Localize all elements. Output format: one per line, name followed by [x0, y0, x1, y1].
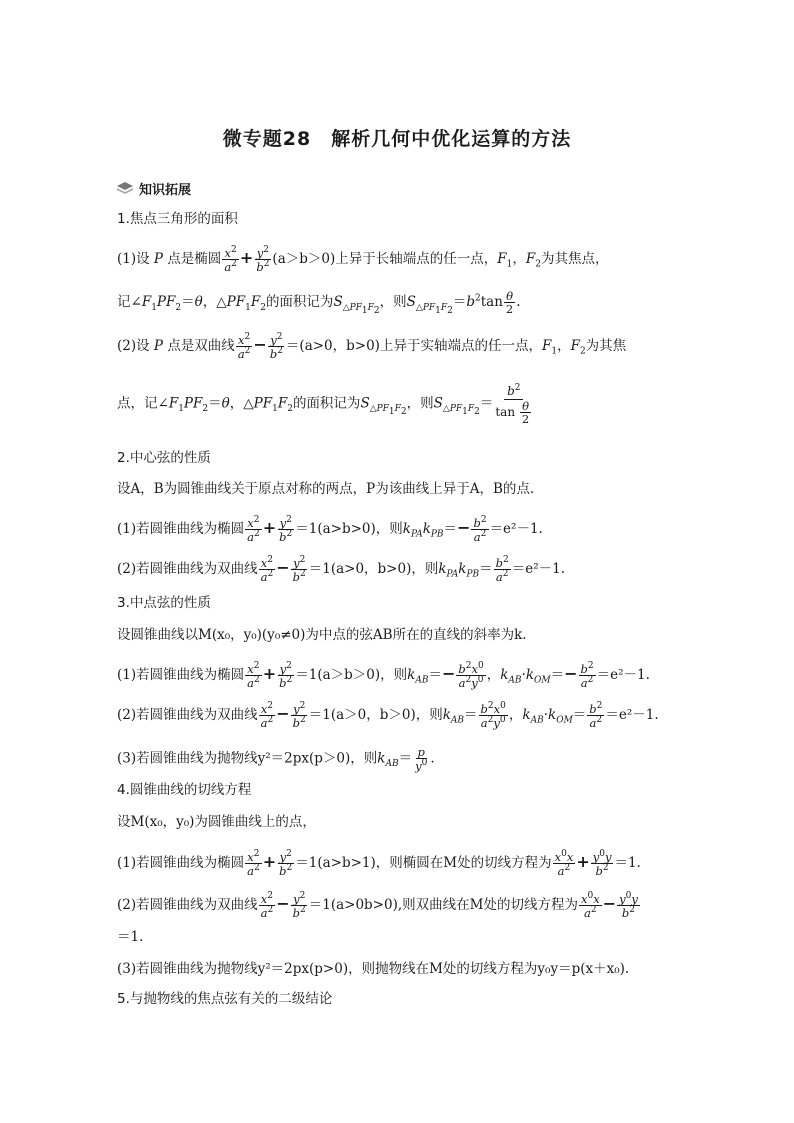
heading-2: 2.中心弦的性质: [117, 450, 211, 466]
line-2-intro: 设A，B为圆锥曲线关于原点对称的两点，P为该曲线上异于A，B的点.: [117, 481, 535, 497]
line-2-1: (1)若圆锥曲线为椭圆 $\frac{x^2}{a^2}$ + $\frac{y^2}{b^2}$ ＝1(a>b>0)，则$k_{PA}k_{PB}=-$ $\frac{b^2}{a^2}$ ＝e²－1.: [117, 515, 543, 544]
line-1-4: 点，记$\angle F_1PF_2=\theta$，$\triangle PF_1F_2$的面积记为$S_{\triangle PF_1F_2}$，则$S_{\triangle PF_1F_2}=$ $b^2$ tan $\frac{\theta}{2}$: [117, 383, 530, 426]
line-3-2: (2)若圆锥曲线为双曲线 $\frac{x^2}{a^2}$ − $\frac{y^2}{b^2}$ ＝1(a＞0，b＞0)，则$k_{AB}=$ $\frac{b^2x^0}{a^2y^0}$ ，$k_{AB}\cdot k_{OM}=$ $\frac{b^2}{a^2}$ ＝e²－1.: [117, 701, 659, 730]
line-1-2: 记$\angle F_1PF_2=\theta$，$\triangle PF_1F_2$的面积记为$S_{\triangle PF_1F_2}$，则$S_{\triangle PF_1F_2}=b^2\tan$ $\frac{\theta}{2}$ .: [117, 289, 521, 317]
heading-1: 1.焦点三角形的面积: [117, 211, 238, 227]
heading-3: 3.中点弦的性质: [117, 595, 211, 611]
line-1-1: (1)设 P 点是椭圆 $\frac{x^2}{a^2}$ + $\frac{y^2}{b^2}$ (a＞b＞0)上异于长轴端点的任一点，$F_1$，$F_2$为其焦点，: [117, 245, 609, 274]
line-3-1: (1)若圆锥曲线为椭圆 $\frac{x^2}{a^2}$ + $\frac{y^2}{b^2}$ ＝1(a＞b＞0)，则$k_{AB}=-$ $\frac{b^2x^0}{a^2y^0}$ ，$k_{AB}\cdot k_{OM}=-$ $\frac{b^2}{a^2}$ ＝e²－1.: [117, 661, 650, 690]
line-4-intro: 设M(x₀，y₀)为圆锥曲线上的点，: [117, 814, 316, 830]
stack-icon: [117, 182, 133, 195]
line-1-3: (2)设 P 点是双曲线 $\frac{x^2}{a^2}$ − $\frac{y^2}{b^2}$ ＝(a>0，b>0)上异于实轴端点的任一点，$F_1$，$F_2$为其焦: [117, 332, 627, 361]
line-4-2b: ＝1.: [117, 929, 144, 945]
line-4-3: (3)若圆锥曲线为抛物线y²＝2px(p>0)，则抛物线在M处的切线方程为y₀y＝p(x＋x₀).: [117, 961, 630, 977]
heading-4: 4.圆锥曲线的切线方程: [117, 782, 252, 798]
line-4-1: (1)若圆锥曲线为椭圆 $\frac{x^2}{a^2}$ + $\frac{y^2}{b^2}$ ＝1(a>b>1)，则椭圆在M处的切线方程为 $\frac{x^0x}{a^2}$ + $\frac{y^0y}{b^2}$ ＝1.: [117, 849, 641, 878]
line-3-intro: 设圆锥曲线以M(x₀，y₀)(y₀≠0)为中点的弦AB所在的直线的斜率为k.: [117, 627, 527, 643]
page-title: 微专题28 解析几何中优化运算的方法: [222, 128, 572, 150]
line-2-2: (2)若圆锥曲线为双曲线 $\frac{x^2}{a^2}$ − $\frac{y^2}{b^2}$ ＝1(a>0，b>0)，则$k_{PA}k_{PB}=$ $\frac{b^2}{a^2}$ ＝e²－1.: [117, 555, 566, 584]
line-3-3: (3)若圆锥曲线为抛物线y²＝2px(p＞0)，则$k_{AB}=$ $\frac{p}{y^0}$ .: [117, 745, 435, 773]
heading-5: 5.与抛物线的焦点弦有关的二级结论: [117, 991, 333, 1007]
section-label: 知识拓展: [139, 183, 192, 198]
line-4-2: (2)若圆锥曲线为双曲线 $\frac{x^2}{a^2}$ − $\frac{y^2}{b^2}$ ＝1(a>0b>0),则双曲线在M处的切线方程为 $\frac{x^0x}{a^2}$ − $\frac{y^0y}{b^2}$: [117, 891, 638, 920]
section-header: [117, 179, 191, 198]
